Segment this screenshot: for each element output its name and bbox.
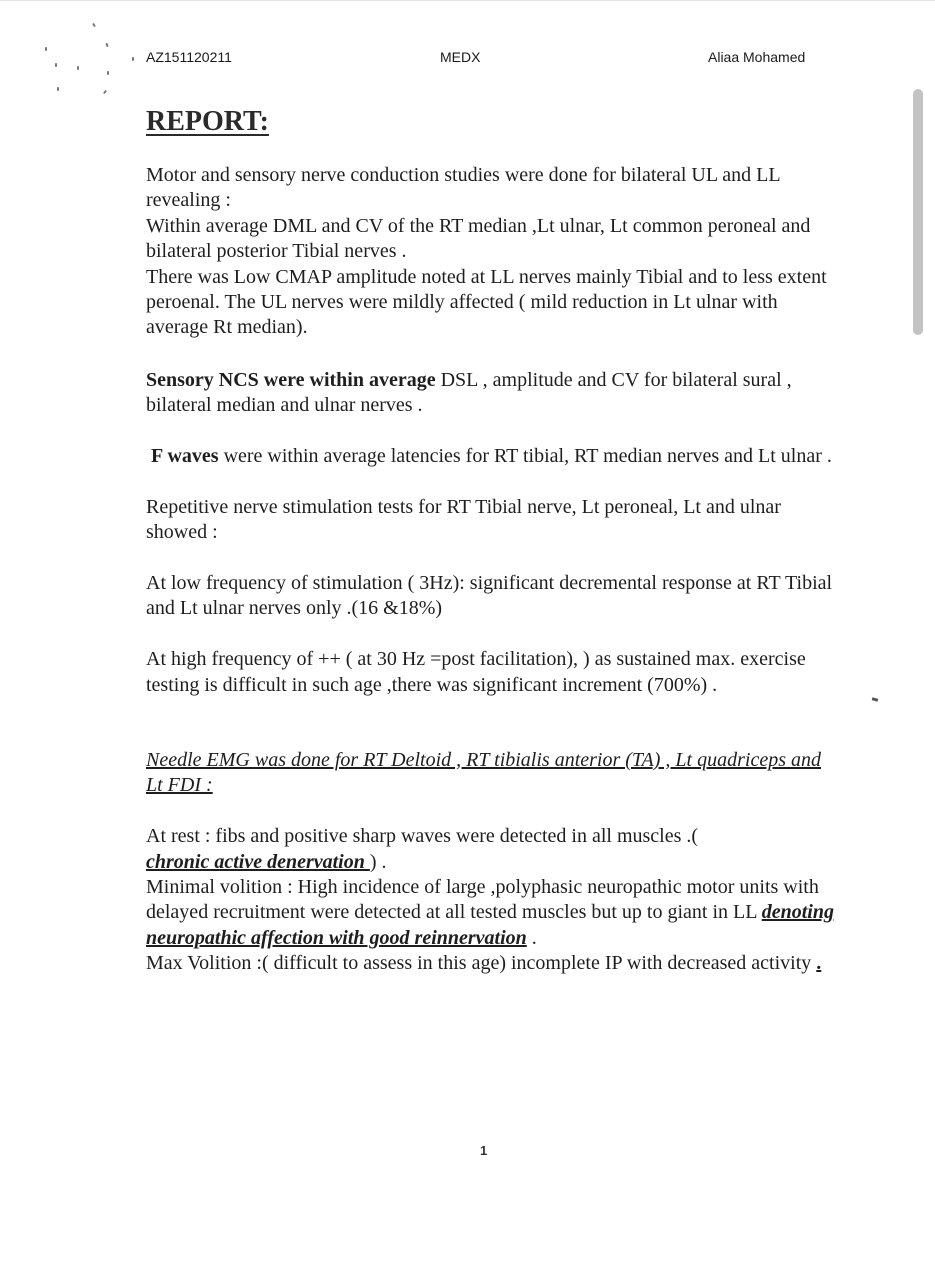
emg-at-rest-suffix: ) . <box>369 850 387 873</box>
emg-minimal-volition-suffix: . <box>526 926 537 949</box>
speck <box>107 71 109 75</box>
f-waves-paragraph <box>146 444 836 469</box>
report-body <box>146 163 836 977</box>
scrollbar-thumb[interactable] <box>913 89 923 335</box>
emg-max-volition <box>146 951 836 976</box>
document-id: AZ151120211 <box>146 49 232 65</box>
ncs-within-average: Within average DML and CV of the RT median ,Lt ulnar, Lt common peroneal and bilateral posterior Tibial nerves . <box>146 214 811 263</box>
rns-intro: Repetitive nerve stimulation tests for RT Tibial nerve, Lt peroneal, Lt and ulnar showed : <box>146 495 781 544</box>
emg-at-rest <box>146 824 836 875</box>
emg-max-volition-text: Max Volition :( difficult to assess in this age) incomplete IP with decreased activity <box>146 952 812 975</box>
center-label: MEDX <box>440 49 481 65</box>
f-waves-text: were within average latencies for RT tibial, RT median nerves and Lt ulnar . <box>218 445 832 468</box>
sensory-ncs-text: DSL , amplitude and CV for bilateral sural , bilateral median and ulnar nerves . <box>146 368 792 417</box>
emg-at-rest-text: At rest : fibs and positive sharp waves were detected in all muscles .( <box>146 825 699 848</box>
rns-high-frequency: At high frequency of ++ ( at 30 Hz =post facilitation), ) as sustained max. exercise testing is difficult in such age ,there was significant increment (700%) . <box>146 648 806 696</box>
emg-minimal-volition <box>146 875 836 951</box>
f-waves-bold: F waves <box>151 445 219 468</box>
page-number: 1 <box>480 1143 488 1158</box>
speck <box>105 43 108 47</box>
sensory-ncs-bold: Sensory NCS were within average <box>146 368 436 391</box>
emg-minimal-volition-emphasis: denoting neuropathic affection with good reinnervation <box>146 901 834 949</box>
emg-minimal-volition-text: Minimal volition : High incidence of large ,polyphasic neuropathic motor units with delayed recruitment were detected at all tested muscles but up to giant in LL <box>146 876 819 924</box>
sensory-ncs-paragraph <box>146 368 836 419</box>
patient-name: Aliaa Mohamed <box>708 49 806 65</box>
scan-mark <box>872 697 879 701</box>
speck <box>92 23 96 27</box>
rns-low-frequency: At low frequency of stimulation ( 3Hz): significant decremental response at RT Tibial and Lt ulnar nerves only .(16 &18%) <box>146 572 833 620</box>
emg-heading: Needle EMG was done for RT Deltoid , RT tibialis anterior (TA) , Lt quadriceps and Lt FDI : <box>146 749 821 797</box>
speck <box>103 90 107 94</box>
emg-max-volition-suffix: . <box>816 952 822 975</box>
emg-at-rest-emphasis: chronic active denervation <box>146 850 370 873</box>
ncs-intro: Motor and sensory nerve conduction studies were done for bilateral UL and LL revealing : <box>146 164 780 212</box>
speck <box>57 87 59 91</box>
report-title: REPORT: <box>146 106 269 137</box>
ncs-low-cmap: There was Low CMAP amplitude noted at LL nerves mainly Tibial and to less extent peroenal. The UL nerves were mildly affected ( mild reduction in Lt ulnar with average Rt median). <box>146 265 827 339</box>
page-header <box>0 49 935 69</box>
top-border <box>0 0 935 1</box>
